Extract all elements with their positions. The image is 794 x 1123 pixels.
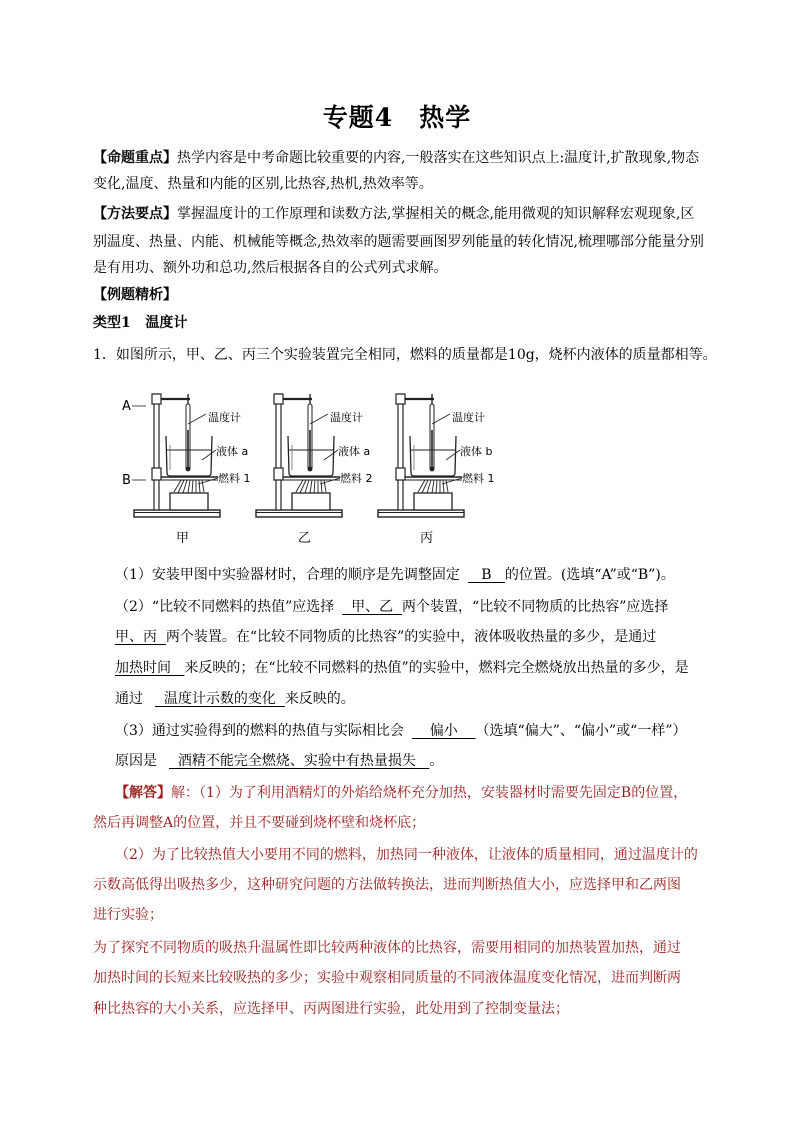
solution-line-8: 种比热容的大小关系，应选择甲、丙两图进行实验，此处用到了控制变量法； xyxy=(93,1001,569,1017)
subq-2-answer-2: 甲、丙 xyxy=(115,629,157,645)
example-heading: 【例题精析】 xyxy=(93,287,177,303)
subq-1-answer: B xyxy=(481,567,492,583)
method-label: 【方法要点】 xyxy=(93,206,177,222)
focus-line-1 xyxy=(93,145,699,171)
type-heading: 类型1 温度计 xyxy=(93,315,188,331)
label-b: B xyxy=(122,473,131,488)
thermometer-label: 温度计 xyxy=(330,411,363,424)
solution-line-7: 加热时间的长短来比较吸热的多少；实验中观察相同质量的不同液体温度变化情况，进而判断两 xyxy=(93,970,681,986)
solution-label: 【解答】 xyxy=(115,785,171,801)
liquid-label: 液体 a xyxy=(216,445,249,458)
question-stem: 1．如图所示，甲、乙、丙三个实验装置完全相同，燃料的质量都是10g，烧杯内液体的质量都相等。 xyxy=(93,347,717,363)
label-a: A xyxy=(122,399,131,414)
solution-line-2: 然后再调整A的位置，并且不要碰到烧杯壁和烧杯底； xyxy=(93,815,426,831)
subq-2-line-4: 通过 温度计示数的变化 来反映的。 xyxy=(115,691,355,707)
apparatus-jia xyxy=(134,394,251,546)
fuel-label: 燃料 1 xyxy=(462,472,495,485)
subq-3-reason-answer: 酒精不能完全燃烧、实验中有热量损失 xyxy=(177,753,416,769)
solution-line-5: 进行实验； xyxy=(93,907,163,923)
subq-2-line-3: 加热时间 来反映的；在“比较不同燃料的热值”的实验中，燃料完全燃烧放出热量的多少，是 xyxy=(115,660,689,676)
fuel-label: 燃料 2 xyxy=(340,472,373,485)
focus-label: 【命题重点】 xyxy=(93,150,177,166)
liquid-label: 液体 b xyxy=(460,445,493,458)
subq-1-post: 的位置。(选填“A”或“B”)。 xyxy=(504,567,675,583)
focus-line-2: 变化,温度、热量和内能的区别,比热容,热机,热效率等。 xyxy=(93,176,433,192)
apparatus-figure xyxy=(118,380,518,550)
subq-2-answer-3: 加热时间 xyxy=(115,660,171,676)
subq-2-answer-4: 温度计示数的变化 xyxy=(163,691,276,707)
subq-1 xyxy=(115,562,675,588)
subq-3-line-2: 原因是 酒精不能完全燃烧、实验中有热量损失 。 xyxy=(115,753,444,769)
subq-2-line-2: 甲、丙 两个装置。在“比较不同物质的比热容”的实验中，液体吸收热量的多少，是通过 xyxy=(115,629,657,645)
method-line-1 xyxy=(93,201,694,227)
method-line-2: 别温度、热量、内能、机械能等概念,热效率的题需要画图罗列能量的转化情况,梳理哪部分能量分别 xyxy=(93,234,704,250)
caption-jia: 甲 xyxy=(176,531,190,546)
subq-3-answer: 偏小 xyxy=(429,723,458,739)
caption-yi: 乙 xyxy=(298,531,312,546)
method-line-3: 是有用功、额外功和总功,然后根据各自的公式列式求解。 xyxy=(93,260,448,276)
subq-2-line-1: （2）“比较不同燃料的热值”应选择 甲、乙 两个装置，“比较不同物质的比热容”应选择 xyxy=(115,599,669,615)
subq-1-text: （1）安装甲图中实验器材时，合理的顺序是先调整固定 xyxy=(115,567,460,583)
solution-line-1: 【解答】解：（1）为了利用酒精灯的外焰给烧杯充分加热，安装器材时需要先固定B的位置， xyxy=(115,785,688,801)
focus-text-1: 热学内容是中考命题比较重要的内容,一般落实在这些知识点上:温度计,扩散现象,物态 xyxy=(177,150,700,166)
solution-line-3: （2）为了比较热值大小要用不同的燃料，加热同一种液体，让液体的质量相同，通过温度计的 xyxy=(115,847,698,863)
apparatus-yi xyxy=(256,394,373,546)
solution-line-4: 示数高低得出吸热多少，这种研究问题的方法做转换法，进而判断热值大小，应选择甲和乙两图 xyxy=(93,877,681,893)
title-sub: 热学 xyxy=(419,103,472,132)
subq-2-answer-1: 甲、乙 xyxy=(351,599,394,615)
thermometer-label: 温度计 xyxy=(208,411,241,424)
page-title xyxy=(0,98,794,134)
liquid-label: 液体 a xyxy=(338,445,371,458)
caption-bing: 丙 xyxy=(420,531,434,546)
title-main: 专题4 xyxy=(322,103,394,132)
thermometer-label: 温度计 xyxy=(452,411,485,424)
method-text-1: 掌握温度计的工作原理和读数方法,掌握相关的概念,能用微观的知识解释宏观现象,区 xyxy=(177,206,695,222)
subq-3-line-1: （3）通过实验得到的燃料的热值与实际相比会 偏小 （选填“偏大”、“偏小”或“一样”） xyxy=(115,723,687,739)
apparatus-bing xyxy=(378,394,495,546)
fuel-label: 燃料 1 xyxy=(218,472,251,485)
solution-line-6: 为了探究不同物质的吸热升温属性即比较两种液体的比热容，需要用相同的加热装置加热，通过 xyxy=(93,940,681,956)
